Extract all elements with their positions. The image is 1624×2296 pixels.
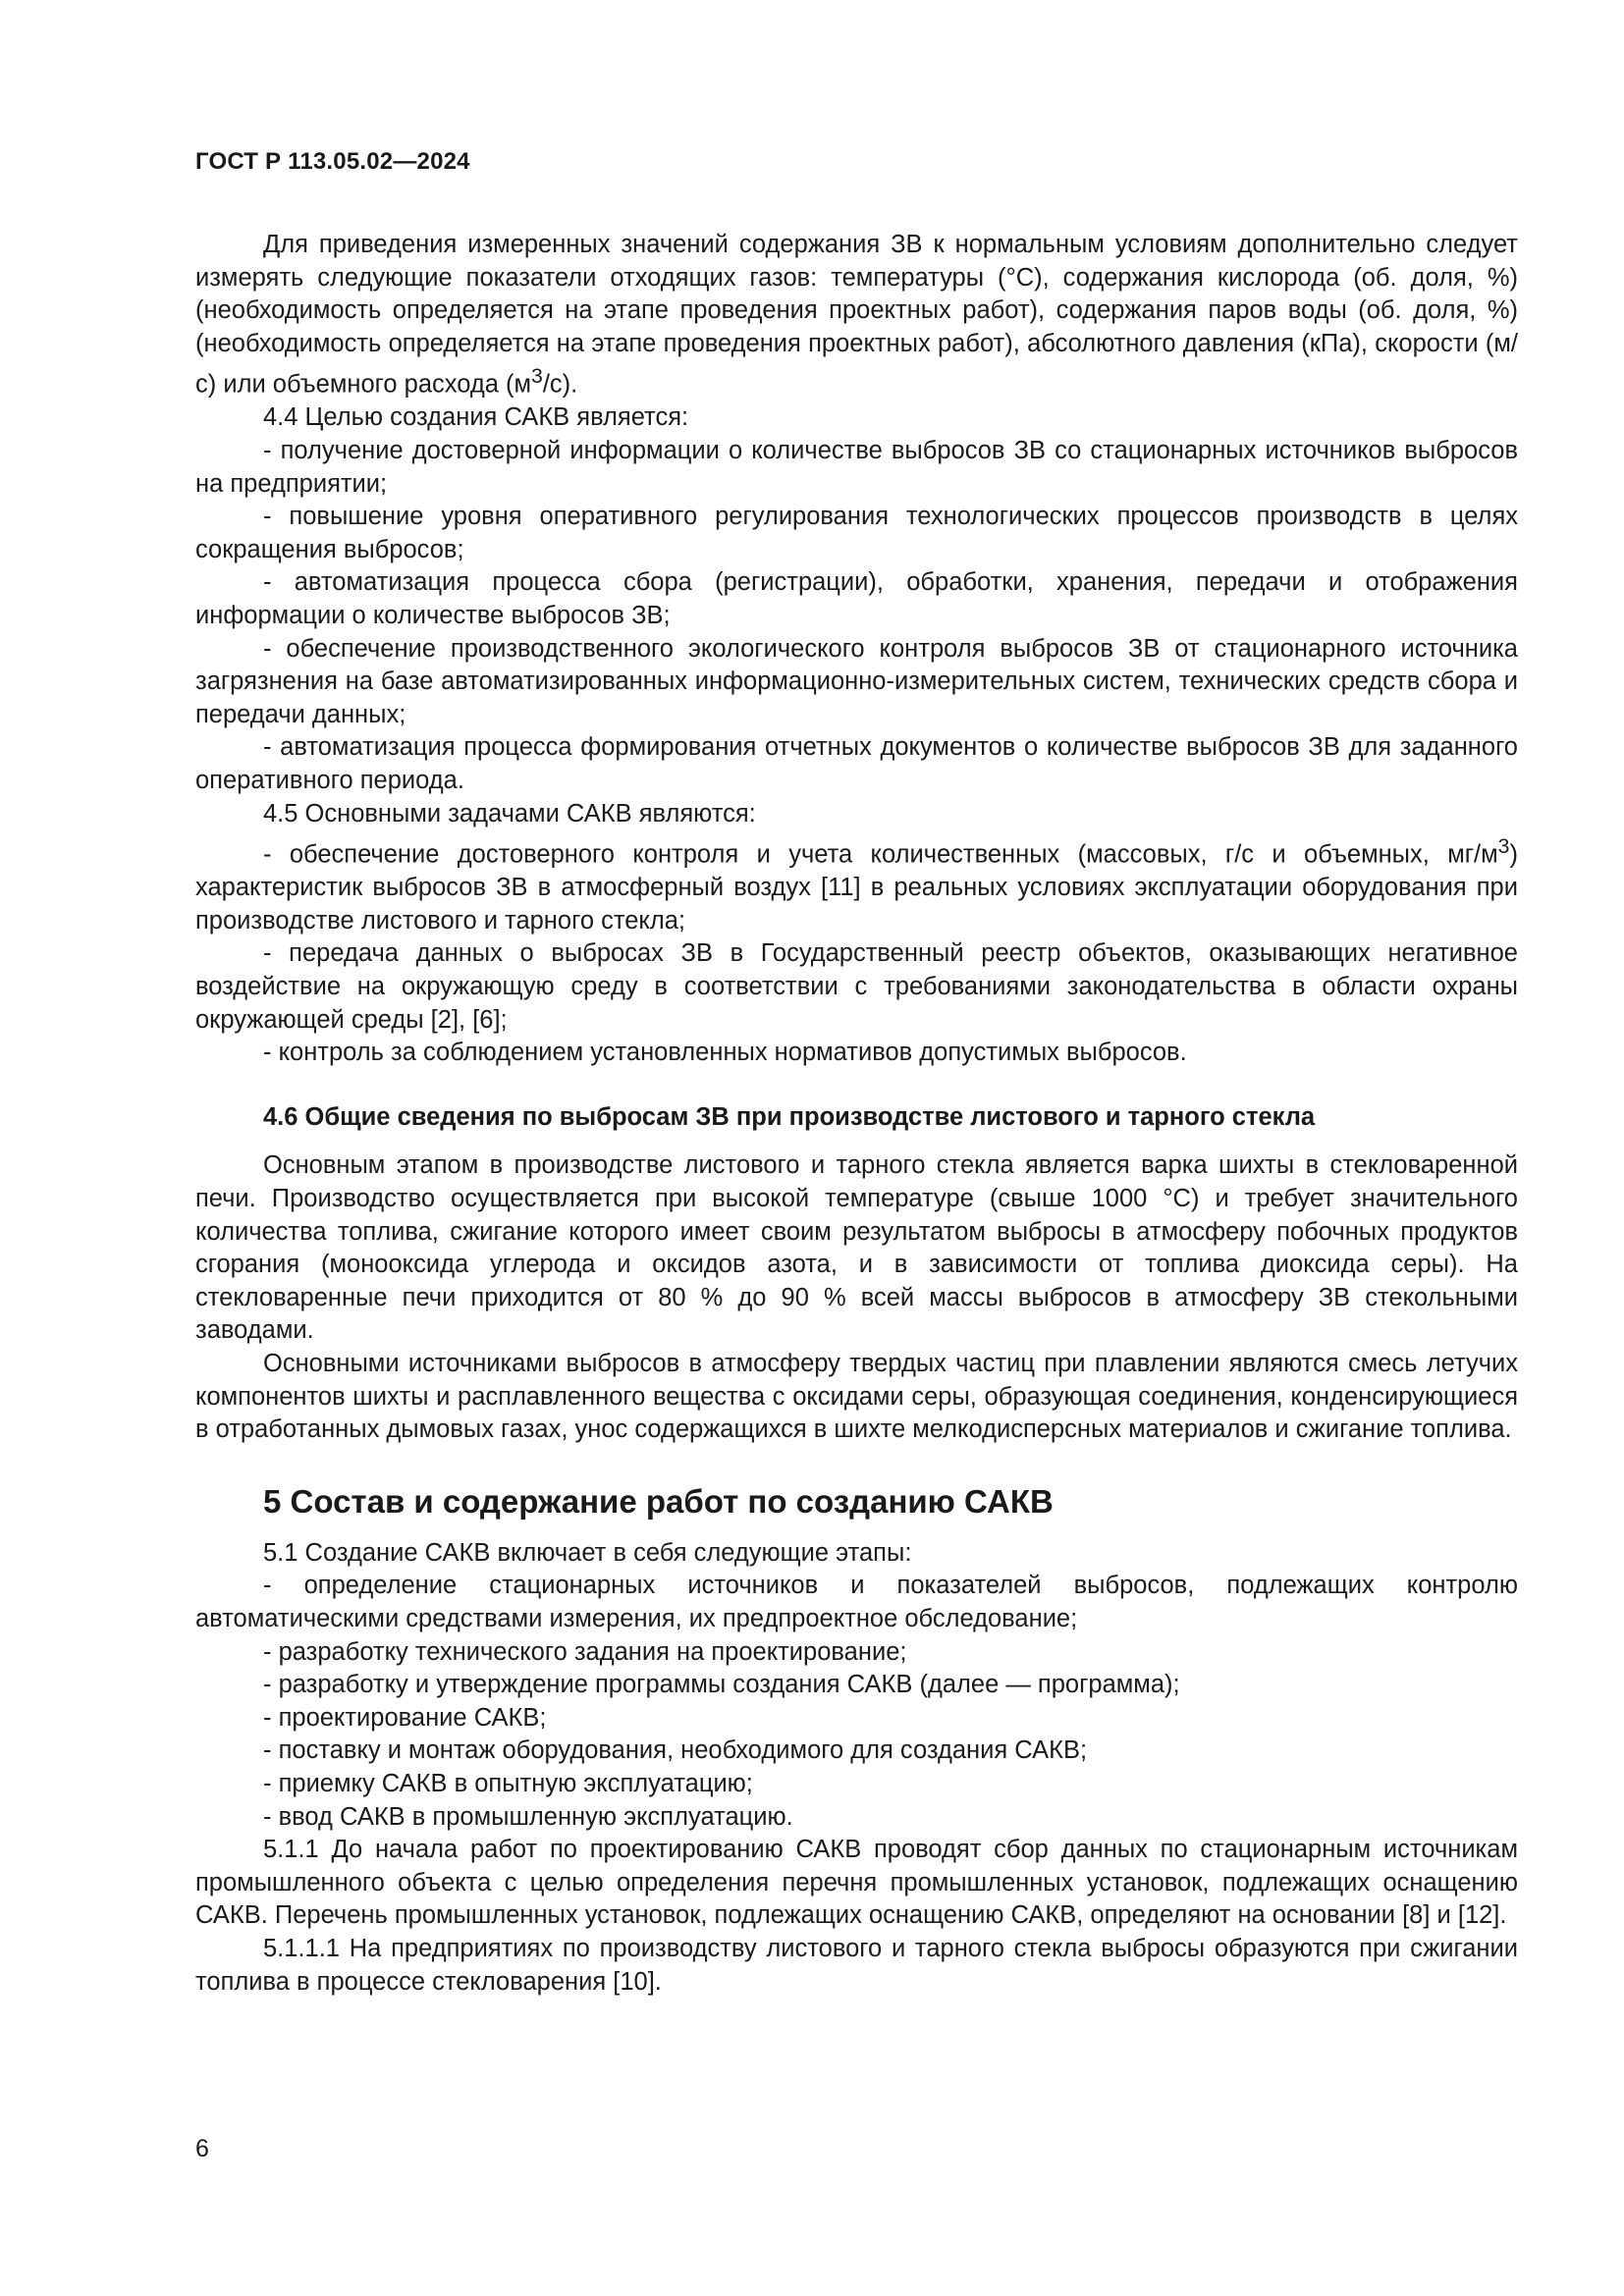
list-item: - разработку технического задания на проектирование; bbox=[263, 1637, 907, 1666]
clause-5-1: 5.1 Создание САКВ включает в себя следующие этапы: bbox=[263, 1538, 912, 1567]
list-item: - поставку и монтаж оборудования, необходимого для создания САКВ; bbox=[263, 1736, 1088, 1765]
document-id-header: ГОСТ Р 113.05.02—2024 bbox=[195, 148, 470, 175]
clause-5-1-1-1: 5.1.1.1 На предприятиях по производству листового и тарного стекла выбросы образуются при сжигании топлива в процессе стекловарения [10]. bbox=[195, 1934, 1518, 1996]
list-item: - проектирование САКВ; bbox=[263, 1703, 547, 1732]
list-item: - разработку и утверждение программы создания САКВ (далее — программа); bbox=[263, 1671, 1180, 1699]
list-item: - определение стационарных источников и показателей выбросов, подлежащих контролю автоматическими средствами измерения, их предпроектное обследование; bbox=[195, 1572, 1518, 1632]
page-content bbox=[195, 229, 1518, 1999]
page-number: 6 bbox=[195, 2135, 209, 2163]
superscript: 3 bbox=[1497, 834, 1510, 859]
list-item: - автоматизация процесса сбора (регистрации), обработки, хранения, передачи и отображения информации о количестве выбросов ЗВ; bbox=[195, 568, 1518, 630]
paragraph: Основными источниками выбросов в атмосферу твердых частиц при плавлении являются смесь летучих компонентов шихты и расплавленного вещества с оксидами серы, образующая соединения, конденсирующиеся в отработанных дымовых газах, унос содержащихся в шихте мелкодисперсных материалов и сжигание топлива. bbox=[195, 1350, 1518, 1444]
clause-4-4: 4.4 Целью создания САКВ является: bbox=[263, 403, 689, 432]
list-item bbox=[195, 830, 1518, 937]
clause-5-1-1: 5.1.1 До начала работ по проектированию САКВ проводят сбор данных по стационарным источникам промышленного объекта с целью определения перечня промышленных установок, подлежащих оснащению САКВ. Перечень промышленных установок, подлежащих оснащению САКВ, определяют на основании [8] и [12]. bbox=[195, 1836, 1518, 1930]
paragraph-text-end: /с). bbox=[542, 370, 578, 399]
paragraph-normal-conditions bbox=[195, 229, 1518, 401]
paragraph-text: Для приведения измеренных значений содержания ЗВ к нормальным условиям дополнительно следует измерять следующие показатели отходящих газов: температуры (°С), содержания кислорода (об. доля, %) (необходимость определяется на этапе проведения проектных работ), содержания паров воды (об. доля, %) (необходимость определяется на этапе проведения проектных работ), абсолютного давления (кПа), скорости (м/с) или объемного расхода (м bbox=[195, 231, 1518, 399]
section-5-heading: 5 Состав и содержание работ по созданию САКВ bbox=[263, 1482, 1054, 1520]
clause-4-6-heading: 4.6 Общие сведения по выбросам ЗВ при производстве листового и тарного стекла bbox=[263, 1102, 1316, 1131]
list-item-text: - обеспечение достоверного контроля и учета количественных (массовых, г/с и объемных, мг/м bbox=[263, 840, 1498, 869]
list-item: - ввод САКВ в промышленную эксплуатацию. bbox=[263, 1802, 793, 1831]
list-item-text-end: ) характеристик выбросов ЗВ в атмосферный воздух [11] в реальных условиях эксплуатации оборудования при производстве листового и тарного стекла; bbox=[195, 840, 1518, 934]
list-item: - передача данных о выбросах ЗВ в Государственный реестр объектов, оказывающих негативное воздействие на окружающую среду в соответствии с требованиями законодательства в области охраны окружающей среды [2], [6]; bbox=[195, 939, 1518, 1034]
superscript: 3 bbox=[531, 364, 543, 389]
list-item: - контроль за соблюдением установленных нормативов допустимых выбросов. bbox=[263, 1039, 1187, 1067]
list-item: - получение достоверной информации о количестве выбросов ЗВ со стационарных источников выбросов на предприятии; bbox=[195, 437, 1518, 498]
list-item: - обеспечение производственного экологического контроля выбросов ЗВ от стационарного источника загрязнения на базе автоматизированных информационно-измерительных систем, технических средств сбора и передачи данных; bbox=[195, 634, 1518, 728]
list-item: - автоматизация процесса формирования отчетных документов о количестве выбросов ЗВ для заданного оперативного периода. bbox=[195, 733, 1518, 794]
list-item: - приемку САКВ в опытную эксплуатацию; bbox=[263, 1769, 753, 1797]
paragraph: Основным этапом в производстве листового и тарного стекла является варка шихты в стекловаренной печи. Производство осуществляется при высокой температуре (свыше 1000 °С) и требует значительного количества топлива, сжигание которого имеет своим результатом выбросы в атмосферу побочных продуктов сгорания (монооксида углерода и оксидов азота, и в зависимости от топлива диоксида серы). На стекловаренные печи приходится от 80 % до 90 % всей массы выбросов в атмосферу ЗВ стекольными заводами. bbox=[195, 1151, 1518, 1345]
list-item: - повышение уровня оперативного регулирования технологических процессов производств в целях сокращения выбросов; bbox=[195, 503, 1518, 563]
clause-4-5: 4.5 Основными задачами САКВ являются: bbox=[263, 799, 756, 828]
